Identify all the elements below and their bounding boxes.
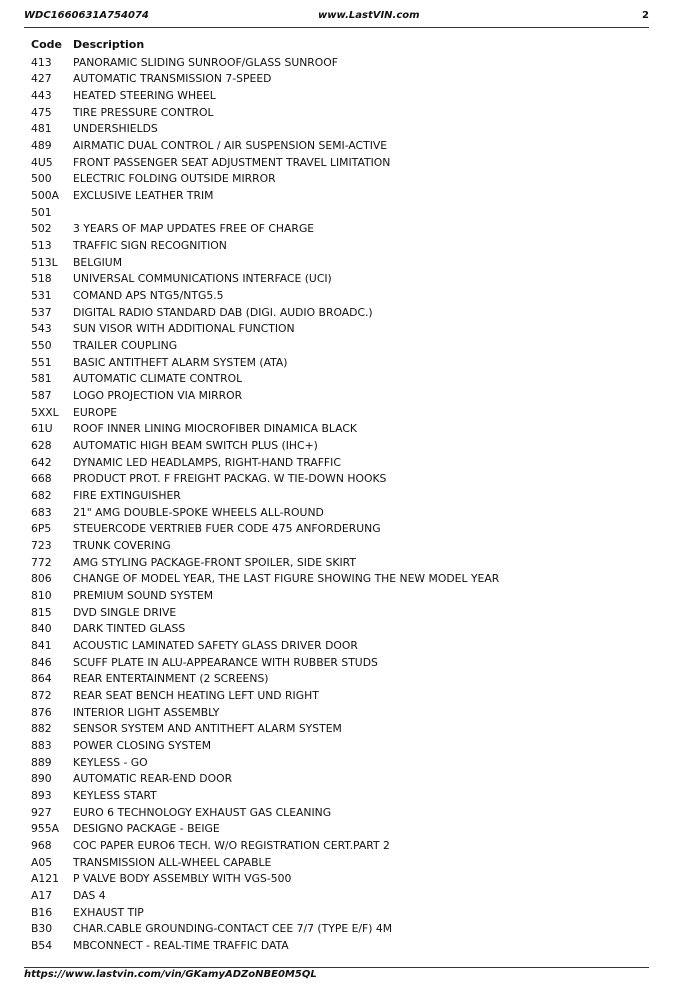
option-description: INTERIOR LIGHT ASSEMBLY <box>73 705 220 719</box>
table-row <box>31 588 651 605</box>
option-code: 475 <box>31 105 52 119</box>
option-description: AUTOMATIC REAR-END DOOR <box>73 772 233 786</box>
option-code: 927 <box>31 805 52 819</box>
table-row <box>31 205 651 222</box>
option-description: PANORAMIC SLIDING SUNROOF/GLASS SUNROOF <box>73 55 339 69</box>
option-code: 882 <box>31 722 52 736</box>
table-row <box>31 621 651 638</box>
option-code: A05 <box>31 855 53 869</box>
option-description: AIRMATIC DUAL CONTROL / AIR SUSPENSION SEMI-ACTIVE <box>73 138 388 152</box>
option-description: HEATED STEERING WHEEL <box>73 88 216 102</box>
table-row <box>31 438 651 455</box>
option-description: LOGO PROJECTION VIA MIRROR <box>73 388 243 402</box>
option-description: TRAFFIC SIGN RECOGNITION <box>73 238 227 252</box>
option-code: 815 <box>31 605 52 619</box>
option-code: A121 <box>31 872 59 886</box>
table-row <box>31 571 651 588</box>
table-row <box>31 88 651 105</box>
page-number: 2 <box>642 10 649 21</box>
table-row <box>31 755 651 772</box>
option-description: DVD SINGLE DRIVE <box>73 605 177 619</box>
option-code: 955A <box>31 822 59 836</box>
option-code: 889 <box>31 755 52 769</box>
table-row <box>31 421 651 438</box>
option-code: 642 <box>31 455 52 469</box>
option-description: SUN VISOR WITH ADDITIONAL FUNCTION <box>73 322 295 336</box>
table-row <box>31 171 651 188</box>
option-description: ROOF INNER LINING MIOCROFIBER DINAMICA BLACK <box>73 422 357 436</box>
option-description: UNIVERSAL COMMUNICATIONS INTERFACE (UCI) <box>73 272 332 286</box>
table-row <box>31 305 651 322</box>
option-description: REAR ENTERTAINMENT (2 SCREENS) <box>73 672 269 686</box>
table-row <box>31 855 651 872</box>
option-code: 537 <box>31 305 52 319</box>
option-code: 772 <box>31 555 52 569</box>
table-row <box>31 455 651 472</box>
option-code: 500A <box>31 188 59 202</box>
site-name[interactable]: www.LastVIN.com <box>318 10 420 21</box>
option-code: 581 <box>31 372 52 386</box>
column-header-code: Code <box>31 38 62 51</box>
option-code: A17 <box>31 889 53 903</box>
option-description: DYNAMIC LED HEADLAMPS, RIGHT-HAND TRAFFIC <box>73 455 341 469</box>
option-code: 683 <box>31 505 52 519</box>
option-description: P VALVE BODY ASSEMBLY WITH VGS-500 <box>73 872 292 886</box>
option-code: 502 <box>31 222 52 236</box>
table-row <box>31 488 651 505</box>
option-description: AUTOMATIC CLIMATE CONTROL <box>73 372 243 386</box>
option-description: PRODUCT PROT. F FREIGHT PACKAG. W TIE-DOWN HOOKS <box>73 472 387 486</box>
option-description: TIRE PRESSURE CONTROL <box>73 105 214 119</box>
option-description: REAR SEAT BENCH HEATING LEFT UND RIGHT <box>73 689 319 703</box>
option-description: SCUFF PLATE IN ALU-APPEARANCE WITH RUBBER STUDS <box>73 655 378 669</box>
option-code: 489 <box>31 138 52 152</box>
table-row <box>31 821 651 838</box>
table-row <box>31 638 651 655</box>
option-description: 3 YEARS OF MAP UPDATES FREE OF CHARGE <box>73 222 315 236</box>
table-row <box>31 605 651 622</box>
vin-number: WDC1660631A754074 <box>24 10 149 21</box>
table-row <box>31 121 651 138</box>
option-description: EUROPE <box>73 405 118 419</box>
table-row <box>31 288 651 305</box>
option-code: 864 <box>31 672 52 686</box>
page-footer <box>24 969 317 980</box>
table-row <box>31 55 651 72</box>
option-description: KEYLESS START <box>73 789 157 803</box>
table-row <box>31 721 651 738</box>
column-header-description: Description <box>73 38 145 51</box>
table-row <box>31 221 651 238</box>
option-code: 806 <box>31 572 52 586</box>
option-code: 883 <box>31 739 52 753</box>
option-description: 21" AMG DOUBLE-SPOKE WHEELS ALL-ROUND <box>73 505 324 519</box>
table-row <box>31 788 651 805</box>
option-description: DIGITAL RADIO STANDARD DAB (DIGI. AUDIO BROADC.) <box>73 305 373 319</box>
option-description: UNDERSHIELDS <box>73 122 158 136</box>
option-code: 890 <box>31 772 52 786</box>
option-description: POWER CLOSING SYSTEM <box>73 739 212 753</box>
option-description: BELGIUM <box>73 255 123 269</box>
table-row <box>31 888 651 905</box>
table-row <box>31 355 651 372</box>
option-description: FIRE EXTINGUISHER <box>73 488 181 502</box>
table-row <box>31 671 651 688</box>
table-row <box>31 188 651 205</box>
option-description: FRONT PASSENGER SEAT ADJUSTMENT TRAVEL LIMITATION <box>73 155 391 169</box>
option-code: 501 <box>31 205 52 219</box>
option-description: DARK TINTED GLASS <box>73 622 186 636</box>
table-row <box>31 688 651 705</box>
option-code: 427 <box>31 72 52 86</box>
option-code: 587 <box>31 388 52 402</box>
option-description: EXCLUSIVE LEATHER TRIM <box>73 188 214 202</box>
table-row <box>31 838 651 855</box>
option-description: BASIC ANTITHEFT ALARM SYSTEM (ATA) <box>73 355 288 369</box>
table-row <box>31 321 651 338</box>
option-description: COC PAPER EURO6 TECH. W/O REGISTRATION CERT.PART 2 <box>73 839 390 853</box>
option-code: 668 <box>31 472 52 486</box>
table-row <box>31 805 651 822</box>
option-description: CHAR.CABLE GROUNDING-CONTACT CEE 7/7 (TYPE E/F) 4M <box>73 922 393 936</box>
table-row <box>31 138 651 155</box>
table-row <box>31 338 651 355</box>
option-code: 682 <box>31 488 52 502</box>
table-row <box>31 921 651 938</box>
table-row <box>31 538 651 555</box>
option-code: 481 <box>31 122 52 136</box>
option-code: 518 <box>31 272 52 286</box>
option-code: 893 <box>31 789 52 803</box>
option-description: AUTOMATIC HIGH BEAM SWITCH PLUS (IHC+) <box>73 438 318 452</box>
table-row <box>31 505 651 522</box>
table-row <box>31 938 651 955</box>
option-code: 513L <box>31 255 58 269</box>
table-row <box>31 521 651 538</box>
option-description: AUTOMATIC TRANSMISSION 7-SPEED <box>73 72 272 86</box>
option-code: 61U <box>31 422 53 436</box>
option-description: EURO 6 TECHNOLOGY EXHAUST GAS CLEANING <box>73 805 332 819</box>
option-code: 5XXL <box>31 405 59 419</box>
option-code: 723 <box>31 538 52 552</box>
option-description: TRAILER COUPLING <box>73 338 178 352</box>
table-row <box>31 388 651 405</box>
option-code: 413 <box>31 55 52 69</box>
table-row <box>31 155 651 172</box>
option-code: 443 <box>31 88 52 102</box>
option-code: 500 <box>31 172 52 186</box>
option-description: COMAND APS NTG5/NTG5.5 <box>73 288 224 302</box>
header-divider <box>24 27 649 28</box>
table-row <box>31 771 651 788</box>
table-row <box>31 105 651 122</box>
footer-url[interactable]: https://www.lastvin.com/vin/GKamyADZoNBE0M5QL <box>24 969 317 980</box>
table-row <box>31 871 651 888</box>
footer-divider <box>24 967 649 968</box>
option-description: KEYLESS - GO <box>73 755 148 769</box>
option-code: B30 <box>31 922 53 936</box>
option-code: 531 <box>31 288 52 302</box>
option-code: 810 <box>31 589 52 602</box>
option-code: 872 <box>31 689 52 703</box>
option-code: B54 <box>31 939 53 953</box>
option-description: TRUNK COVERING <box>73 538 171 552</box>
option-description: TRANSMISSION ALL-WHEEL CAPABLE <box>73 855 272 869</box>
option-description: CHANGE OF MODEL YEAR, THE LAST FIGURE SHOWING THE NEW MODEL YEAR <box>73 572 500 586</box>
option-description: SENSOR SYSTEM AND ANTITHEFT ALARM SYSTEM <box>73 722 342 736</box>
option-code: 841 <box>31 639 52 653</box>
option-code: 513 <box>31 238 52 252</box>
option-description: ELECTRIC FOLDING OUTSIDE MIRROR <box>73 172 276 186</box>
table-row <box>31 405 651 422</box>
table-row <box>31 905 651 922</box>
option-code: B16 <box>31 905 53 919</box>
option-description: ACOUSTIC LAMINATED SAFETY GLASS DRIVER DOOR <box>73 639 358 653</box>
table-row <box>31 238 651 255</box>
option-description: PREMIUM SOUND SYSTEM <box>73 589 214 602</box>
option-code: 968 <box>31 839 52 853</box>
option-code: 628 <box>31 438 52 452</box>
table-row <box>31 738 651 755</box>
table-row <box>31 555 651 572</box>
option-description: DESIGNO PACKAGE - BEIGE <box>73 822 220 836</box>
option-code: 6P5 <box>31 522 52 536</box>
option-code: 4U5 <box>31 155 53 169</box>
option-code: 846 <box>31 655 52 669</box>
option-description: MBCONNECT - REAL-TIME TRAFFIC DATA <box>73 939 289 953</box>
option-code: 840 <box>31 622 52 636</box>
table-row <box>31 655 651 672</box>
option-description: STEUERCODE VERTRIEB FUER CODE 475 ANFORDERUNG <box>73 522 381 536</box>
option-code: 551 <box>31 355 52 369</box>
option-code: 876 <box>31 705 52 719</box>
option-code-table <box>31 55 651 955</box>
table-row <box>31 71 651 88</box>
table-row <box>31 705 651 722</box>
option-description: EXHAUST TIP <box>73 905 144 919</box>
table-row <box>31 271 651 288</box>
option-description: AMG STYLING PACKAGE-FRONT SPOILER, SIDE SKIRT <box>73 555 356 569</box>
option-code: 550 <box>31 338 52 352</box>
table-row <box>31 255 651 272</box>
page-header <box>24 10 649 26</box>
table-row <box>31 471 651 488</box>
option-code: 543 <box>31 322 52 336</box>
option-description: DAS 4 <box>73 889 106 903</box>
table-row <box>31 371 651 388</box>
